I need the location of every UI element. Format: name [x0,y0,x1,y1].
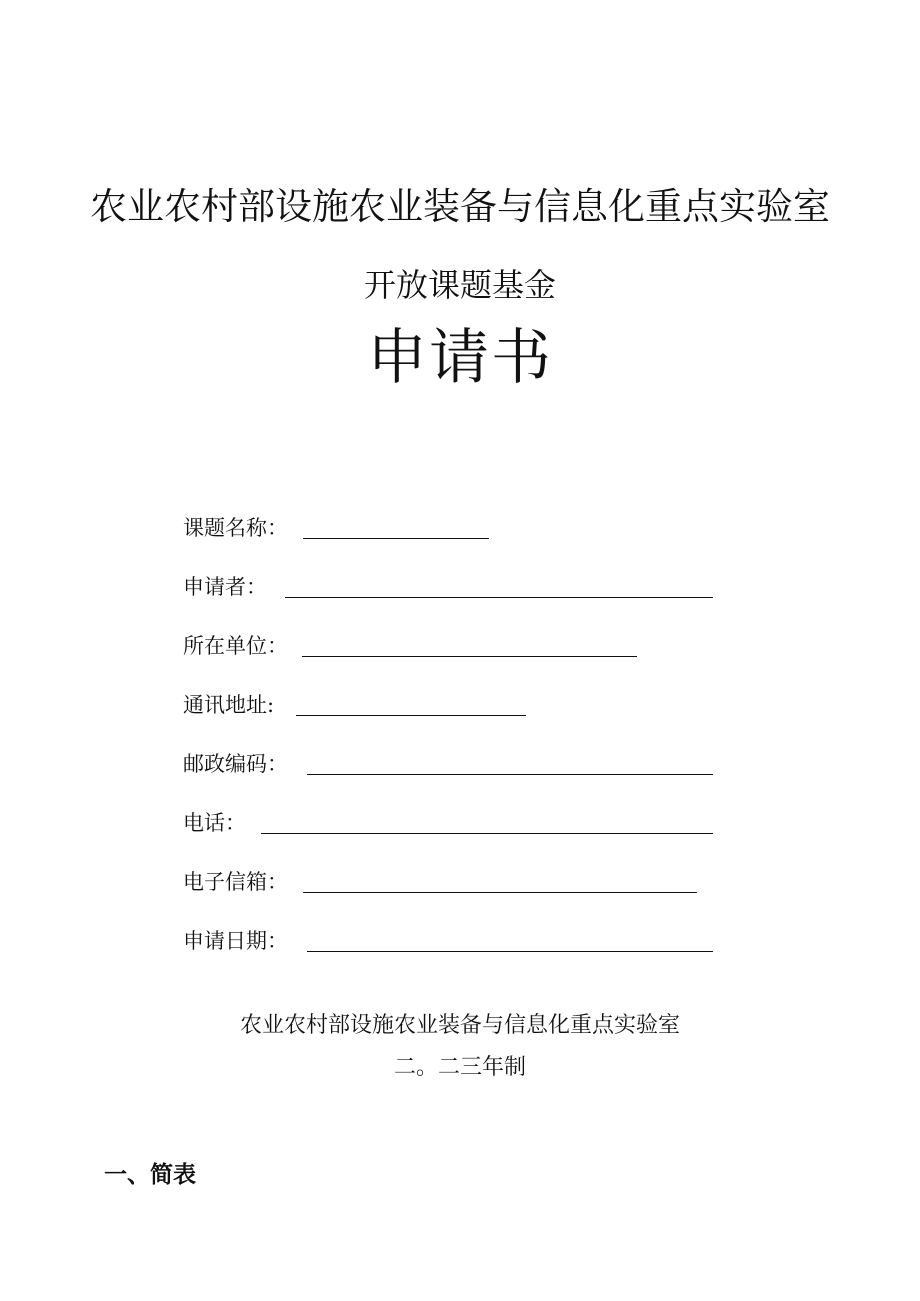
field-postal-code-label: 邮政编码： [183,752,288,776]
field-application-date-line[interactable] [307,950,713,952]
field-email-line[interactable] [303,891,697,893]
field-postal-code [183,748,723,778]
field-address [183,689,533,719]
field-organization [183,630,643,660]
field-phone [183,807,723,837]
field-application-date [183,925,723,955]
field-phone-label: 电话： [183,811,246,835]
field-project-name [183,512,503,542]
field-email-label: 电子信箱： [183,870,288,894]
field-project-name-line[interactable] [303,537,489,539]
field-applicant [183,571,723,601]
field-postal-code-line[interactable] [307,773,713,775]
field-email [183,866,703,896]
cover-title-line2: 开放课题基金 [363,266,556,304]
field-application-date-label: 申请日期： [183,929,288,953]
field-applicant-line[interactable] [285,596,713,598]
field-address-label: 通讯地址: [183,693,275,717]
field-organization-line[interactable] [302,655,637,657]
footer-organization: 农业农村部设施农业装备与信息化重点实验室 [239,1013,680,1038]
footer-year: 二。二三年制 [393,1055,526,1080]
field-organization-label: 所在单位： [183,634,288,658]
cover-main-title: 申请书 [367,323,553,393]
field-address-line[interactable] [296,714,526,716]
field-phone-line[interactable] [261,832,713,834]
field-project-name-label: 课题名称： [183,516,288,540]
section-heading: 一、简表 [104,1162,196,1188]
cover-title-line1: 农业农村部设施农业装备与信息化重点实验室 [90,185,830,228]
field-applicant-label: 申请者： [183,575,267,599]
